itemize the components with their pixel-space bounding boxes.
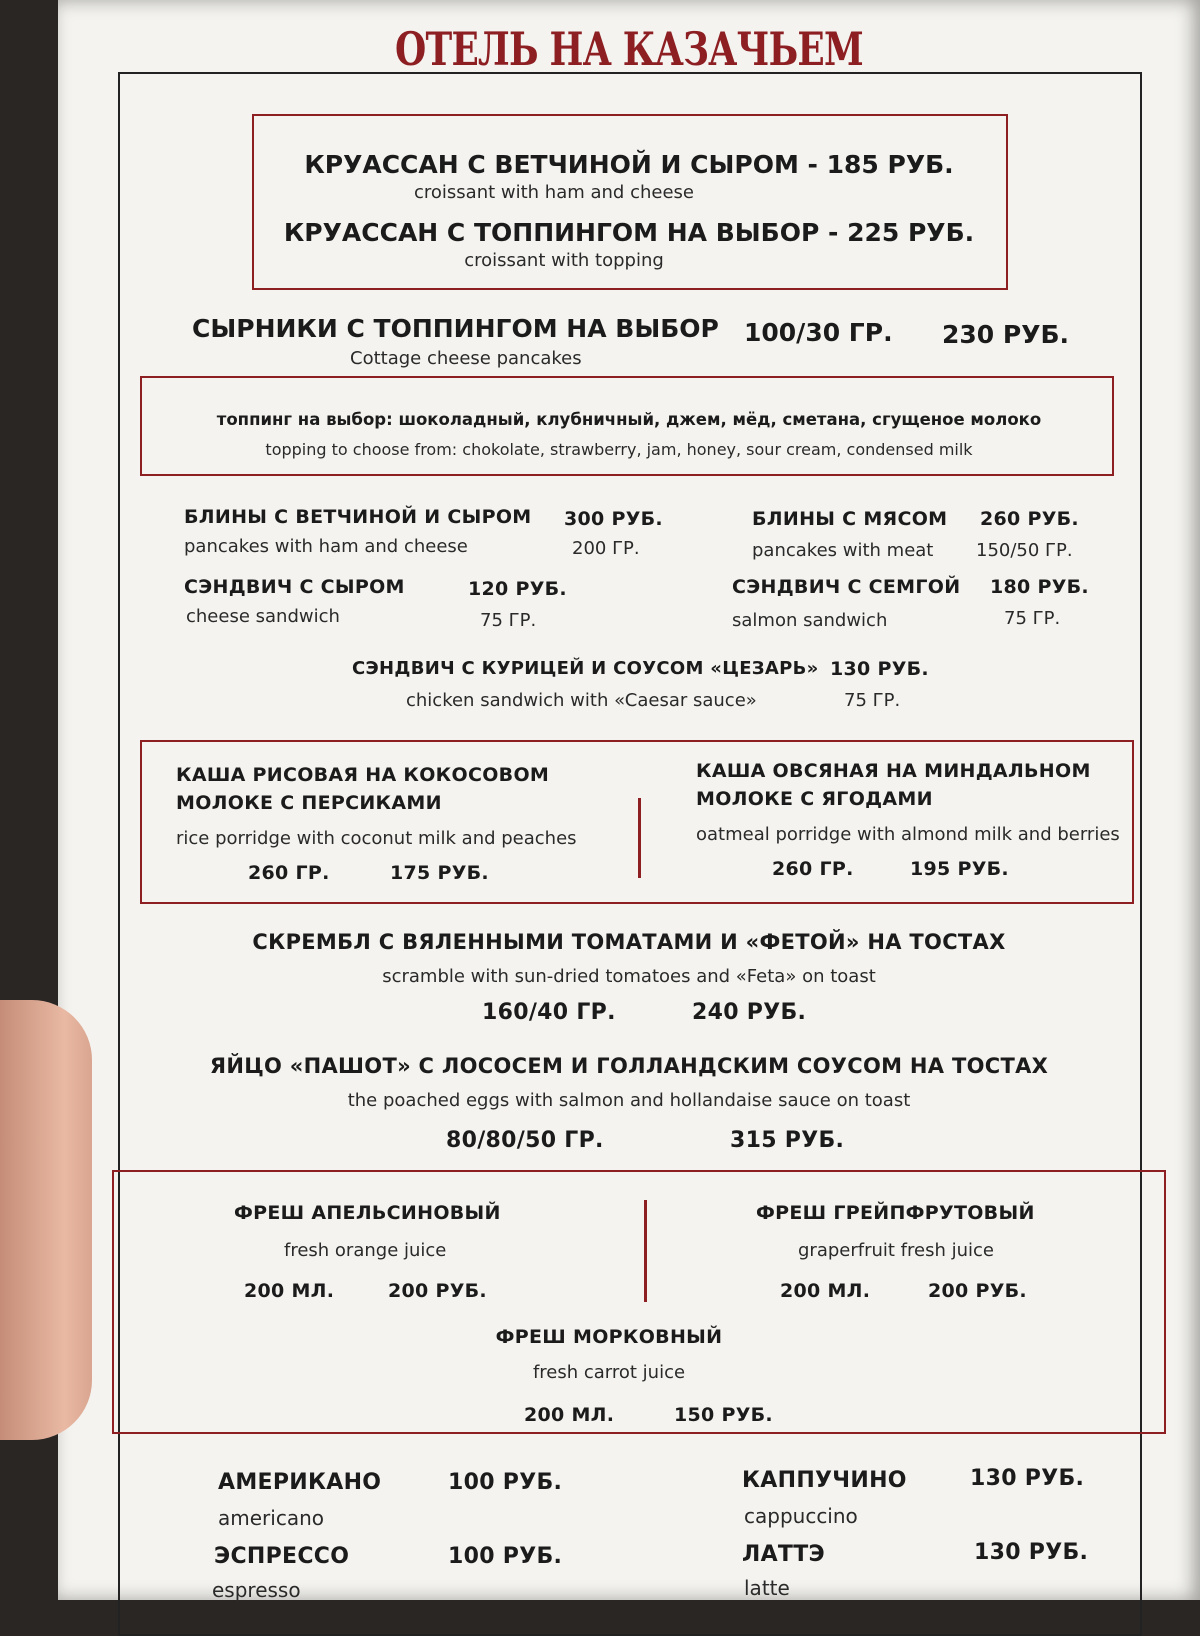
fresh-carrot-volume: 200 МЛ.	[524, 1404, 615, 1426]
latte-en: latte	[744, 1576, 790, 1600]
sandwich-salmon-weight: 75 ГР.	[1004, 608, 1061, 629]
porridge-oat-title-1: КАША ОВСЯНАЯ НА МИНДАЛЬНОМ	[696, 760, 1091, 782]
cappuccino-price: 130 РУБ.	[970, 1466, 1085, 1491]
pancakes-meat-en: pancakes with meat	[752, 540, 934, 561]
pancakes-ham-title: БЛИНЫ С ВЕТЧИНОЙ И СЫРОМ	[184, 506, 532, 528]
syrniki-en: Cottage cheese pancakes	[350, 348, 582, 369]
syrniki-weight: 100/30 ГР.	[744, 318, 893, 347]
poached-title: ЯЙЦО «ПАШОТ» С ЛОСОСЕМ И ГОЛЛАНДСКИМ СОУСОМ НА ТОСТАХ	[209, 1054, 1049, 1078]
pancakes-meat-weight: 150/50 ГР.	[976, 540, 1073, 561]
fresh-divider	[644, 1200, 647, 1302]
americano-title: АМЕРИКАНО	[218, 1470, 382, 1495]
porridge-rice-en: rice porridge with coconut milk and peaches	[176, 828, 577, 849]
scramble-weight: 160/40 ГР.	[482, 1000, 616, 1025]
americano-price: 100 РУБ.	[448, 1470, 563, 1495]
fresh-grapefruit-title: ФРЕШ ГРЕЙПФРУТОВЫЙ	[756, 1202, 1035, 1224]
fresh-grapefruit-en: graperfruit fresh juice	[798, 1240, 994, 1261]
syrniki-price: 230 РУБ.	[942, 320, 1070, 349]
pancakes-meat-title: БЛИНЫ С МЯСОМ	[752, 508, 948, 530]
espresso-price: 100 РУБ.	[448, 1544, 563, 1569]
sandwich-chicken-price: 130 РУБ.	[830, 658, 929, 680]
porridge-rice-price: 175 РУБ.	[390, 862, 489, 884]
croissant-topping-title: КРУАССАН С ТОППИНГОМ НА ВЫБОР - 225 РУБ.	[283, 218, 975, 247]
sandwich-salmon-price: 180 РУБ.	[990, 576, 1089, 598]
fresh-carrot-en: fresh carrot juice	[532, 1362, 686, 1383]
pancakes-ham-price: 300 РУБ.	[564, 508, 663, 530]
fresh-orange-volume: 200 МЛ.	[244, 1280, 335, 1302]
syrniki-title: СЫРНИКИ С ТОППИНГОМ НА ВЫБОР	[192, 314, 719, 343]
poached-price: 315 РУБ.	[730, 1128, 845, 1153]
scramble-title: СКРЕМБЛ С ВЯЛЕННЫМИ ТОМАТАМИ И «ФЕТОЙ» НА ТОСТАХ	[252, 930, 1006, 954]
sandwich-cheese-weight: 75 ГР.	[480, 610, 537, 631]
pancakes-ham-en: pancakes with ham and cheese	[184, 536, 468, 557]
americano-en: americano	[218, 1506, 324, 1530]
cappuccino-en: cappuccino	[744, 1504, 858, 1528]
menu-title: ОТЕЛЬ НА КАЗАЧЬЕМ	[395, 22, 863, 76]
pancakes-ham-weight: 200 ГР.	[572, 538, 640, 559]
menu-paper	[58, 0, 1200, 1600]
fresh-grapefruit-price: 200 РУБ.	[928, 1280, 1027, 1302]
poached-weight: 80/80/50 ГР.	[446, 1128, 604, 1153]
porridge-divider	[638, 798, 641, 878]
fresh-carrot-price: 150 РУБ.	[674, 1404, 773, 1426]
espresso-title: ЭСПРЕССО	[214, 1544, 350, 1569]
porridge-oat-weight: 260 ГР.	[772, 858, 854, 880]
porridge-rice-title-2: МОЛОКЕ С ПЕРСИКАМИ	[176, 792, 442, 814]
sandwich-cheese-price: 120 РУБ.	[468, 578, 567, 600]
fresh-orange-title: ФРЕШ АПЕЛЬСИНОВЫЙ	[234, 1202, 501, 1224]
topping-ru: топпинг на выбор: шоколадный, клубничный, джем, мёд, сметана, сгущеное молоко	[216, 410, 1042, 429]
holding-thumb	[0, 1000, 92, 1440]
sandwich-cheese-title: СЭНДВИЧ С СЫРОМ	[184, 576, 405, 598]
sandwich-cheese-en: cheese sandwich	[186, 606, 340, 627]
sandwich-salmon-title: СЭНДВИЧ С СЕМГОЙ	[732, 576, 961, 598]
fresh-orange-en: fresh orange juice	[284, 1240, 447, 1261]
porridge-rice-title-1: КАША РИСОВАЯ НА КОКОСОВОМ	[176, 764, 550, 786]
poached-en: the poached eggs with salmon and hollandaise sauce on toast	[347, 1090, 911, 1111]
pancakes-meat-price: 260 РУБ.	[980, 508, 1079, 530]
fresh-carrot-title: ФРЕШ МОРКОВНЫЙ	[495, 1326, 723, 1348]
porridge-rice-weight: 260 ГР.	[248, 862, 330, 884]
latte-title: ЛАТТЭ	[742, 1542, 825, 1567]
croissant-ham-en: croissant with ham and cheese	[414, 182, 694, 203]
scramble-en: scramble with sun-dried tomatoes and «Feta» on toast	[382, 966, 876, 987]
sandwich-chicken-en: chicken sandwich with «Caesar sauce»	[406, 690, 757, 711]
sandwich-salmon-en: salmon sandwich	[732, 610, 888, 631]
croissant-ham-title: КРУАССАН С ВЕТЧИНОЙ И СЫРОМ - 185 РУБ.	[304, 150, 954, 179]
sandwich-chicken-weight: 75 ГР.	[844, 690, 901, 711]
espresso-en: espresso	[212, 1578, 301, 1602]
croissant-topping-en: croissant with topping	[464, 250, 664, 271]
cappuccino-title: КАППУЧИНО	[742, 1468, 907, 1493]
latte-price: 130 РУБ.	[974, 1540, 1089, 1565]
fresh-orange-price: 200 РУБ.	[388, 1280, 487, 1302]
porridge-oat-en: oatmeal porridge with almond milk and berries	[696, 824, 1120, 845]
porridge-oat-price: 195 РУБ.	[910, 858, 1009, 880]
sandwich-chicken-title: СЭНДВИЧ С КУРИЦЕЙ И СОУСОМ «ЦЕЗАРЬ»	[352, 658, 819, 679]
fresh-grapefruit-volume: 200 МЛ.	[780, 1280, 871, 1302]
scramble-price: 240 РУБ.	[692, 1000, 807, 1025]
topping-en: topping to choose from: chokolate, strawberry, jam, honey, sour cream, condensed milk	[265, 440, 973, 459]
porridge-oat-title-2: МОЛОКЕ С ЯГОДАМИ	[696, 788, 933, 810]
